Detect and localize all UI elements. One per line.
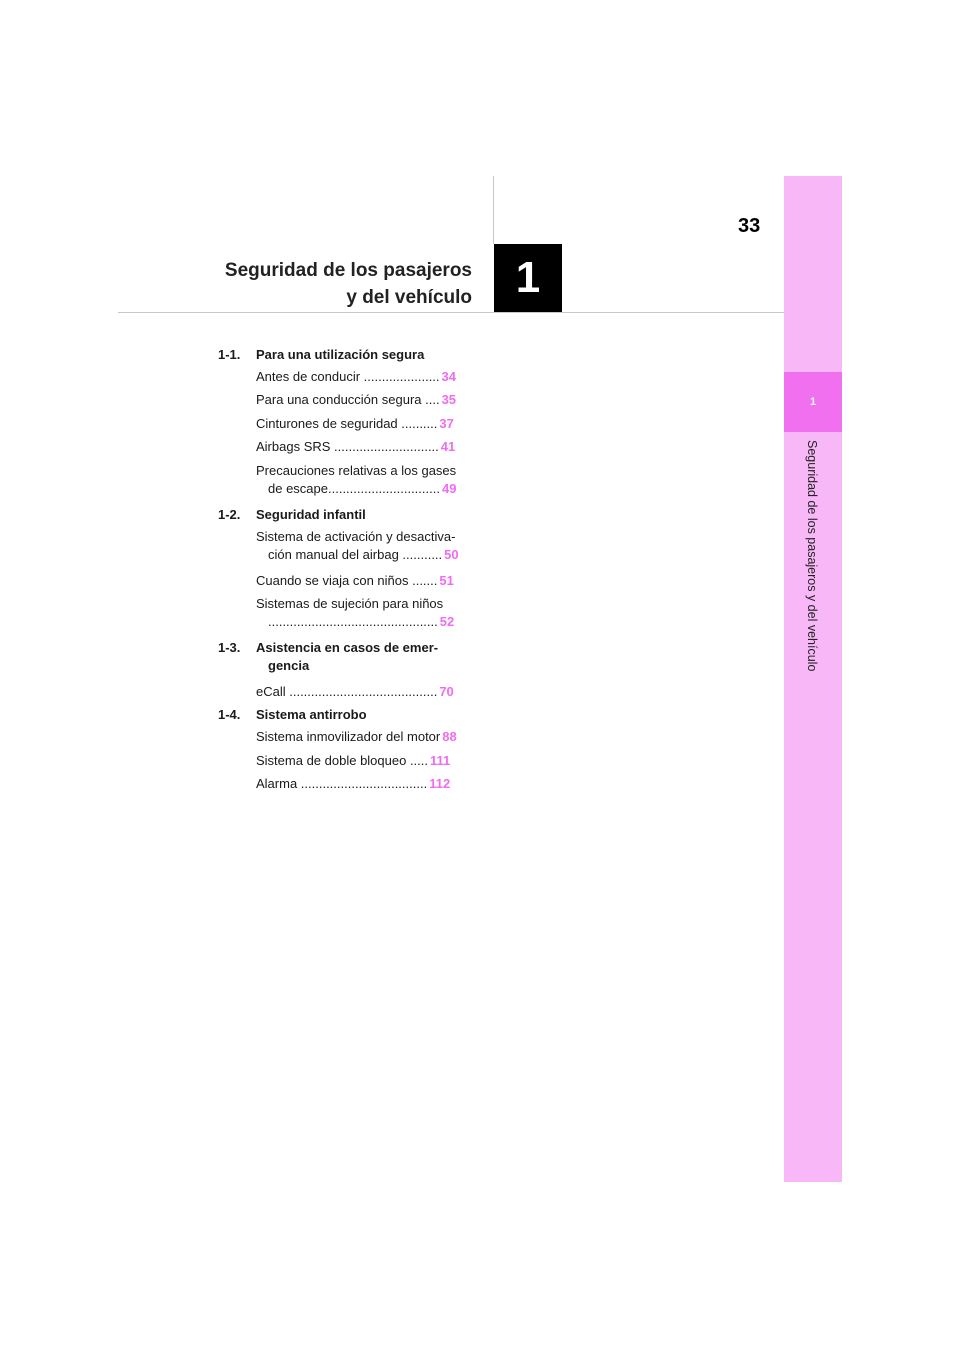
toc-item-page-link[interactable]: 49	[441, 480, 457, 496]
header-vertical-divider	[493, 176, 494, 244]
side-tab-label-text: Seguridad de los pasajeros y del vehículo	[805, 440, 819, 672]
toc-section-title: Para una utilización segura	[256, 347, 425, 362]
toc-item[interactable]	[256, 462, 470, 506]
toc-item-label: Alarma ...................................	[256, 776, 428, 792]
toc-item-page-link[interactable]: 41	[440, 439, 456, 455]
toc-section-1-2[interactable]	[218, 506, 470, 528]
toc-section-number: 1-4.	[218, 707, 241, 723]
toc-item-label: Para una conducción segura ....	[256, 392, 440, 408]
toc-item-page-link[interactable]: 112	[429, 776, 451, 792]
toc-item[interactable]	[256, 572, 470, 595]
toc-item[interactable]	[256, 683, 470, 706]
toc-item-page-link[interactable]: 88	[442, 729, 457, 745]
toc-item-page-link[interactable]: 34	[441, 369, 456, 384]
toc-item-label: Cinturones de seguridad ..........	[256, 415, 438, 431]
side-tab-active-chapter[interactable]: 1	[784, 372, 842, 432]
toc-item-label-line2: ción manual del airbag ...........	[268, 546, 443, 562]
table-of-contents	[218, 346, 470, 799]
toc-item-label: Antes de conducir .....................	[256, 369, 440, 384]
toc-section-number: 1-2.	[218, 506, 241, 522]
toc-item[interactable]	[256, 595, 470, 639]
toc-item-label: Sistema de doble bloqueo .....	[256, 752, 429, 768]
toc-section-number: 1-3.	[218, 639, 241, 655]
toc-item[interactable]	[256, 775, 470, 798]
toc-section-title: Sistema antirrobo	[256, 707, 367, 723]
chapter-number-box: 1	[494, 244, 562, 312]
toc-item-label: Sistema inmovilizador del motor	[256, 729, 441, 745]
toc-section-title: Seguridad infantil	[256, 506, 366, 522]
toc-section-1-1[interactable]	[218, 346, 470, 368]
header-horizontal-divider	[118, 312, 784, 313]
toc-item-label-line1: Sistema de activación y desactiva-	[256, 528, 456, 544]
chapter-title-line1: Seguridad de los pasajeros	[224, 260, 472, 281]
toc-item-page-link[interactable]: 35	[441, 392, 457, 408]
toc-item[interactable]	[256, 528, 470, 572]
toc-item-label-line2: ...............................................	[268, 613, 438, 629]
toc-section-1-4[interactable]	[218, 706, 470, 728]
toc-item-label: eCall .........................................	[256, 683, 438, 699]
chapter-title	[150, 257, 472, 311]
toc-item-page-link[interactable]: 111	[430, 752, 451, 768]
toc-item[interactable]	[256, 391, 470, 414]
toc-item-label-line1: Precauciones relativas a los gases	[256, 462, 457, 478]
toc-item[interactable]	[256, 752, 470, 775]
toc-item-label: Airbags SRS .............................	[256, 439, 439, 455]
toc-item[interactable]	[256, 368, 470, 391]
toc-item-label: Cuando se viaja con niños .......	[256, 572, 438, 588]
toc-item-page-link[interactable]: 52	[439, 613, 455, 629]
toc-section-number: 1-1.	[218, 347, 241, 362]
toc-item-page-link[interactable]: 37	[439, 415, 454, 431]
toc-item-label-line1: Sistemas de sujeción para niños	[256, 595, 444, 611]
toc-item-label-line2: de escape...............................	[268, 480, 440, 496]
toc-item[interactable]	[256, 438, 470, 461]
toc-item[interactable]	[256, 728, 470, 751]
toc-item-page-link[interactable]: 51	[439, 572, 454, 588]
toc-section-title	[256, 639, 470, 683]
toc-item-page-link[interactable]: 70	[439, 683, 454, 699]
toc-section-title-line2: gencia	[268, 657, 310, 673]
toc-section-1-3[interactable]	[218, 639, 470, 683]
side-index-tab	[784, 176, 842, 1182]
toc-section-title-line1: Asistencia en casos de emer-	[256, 639, 439, 655]
toc-item[interactable]	[256, 415, 470, 438]
toc-item-page-link[interactable]: 50	[444, 546, 459, 562]
page-number: 33	[738, 215, 761, 237]
chapter-title-line2: y del vehículo	[346, 287, 472, 308]
